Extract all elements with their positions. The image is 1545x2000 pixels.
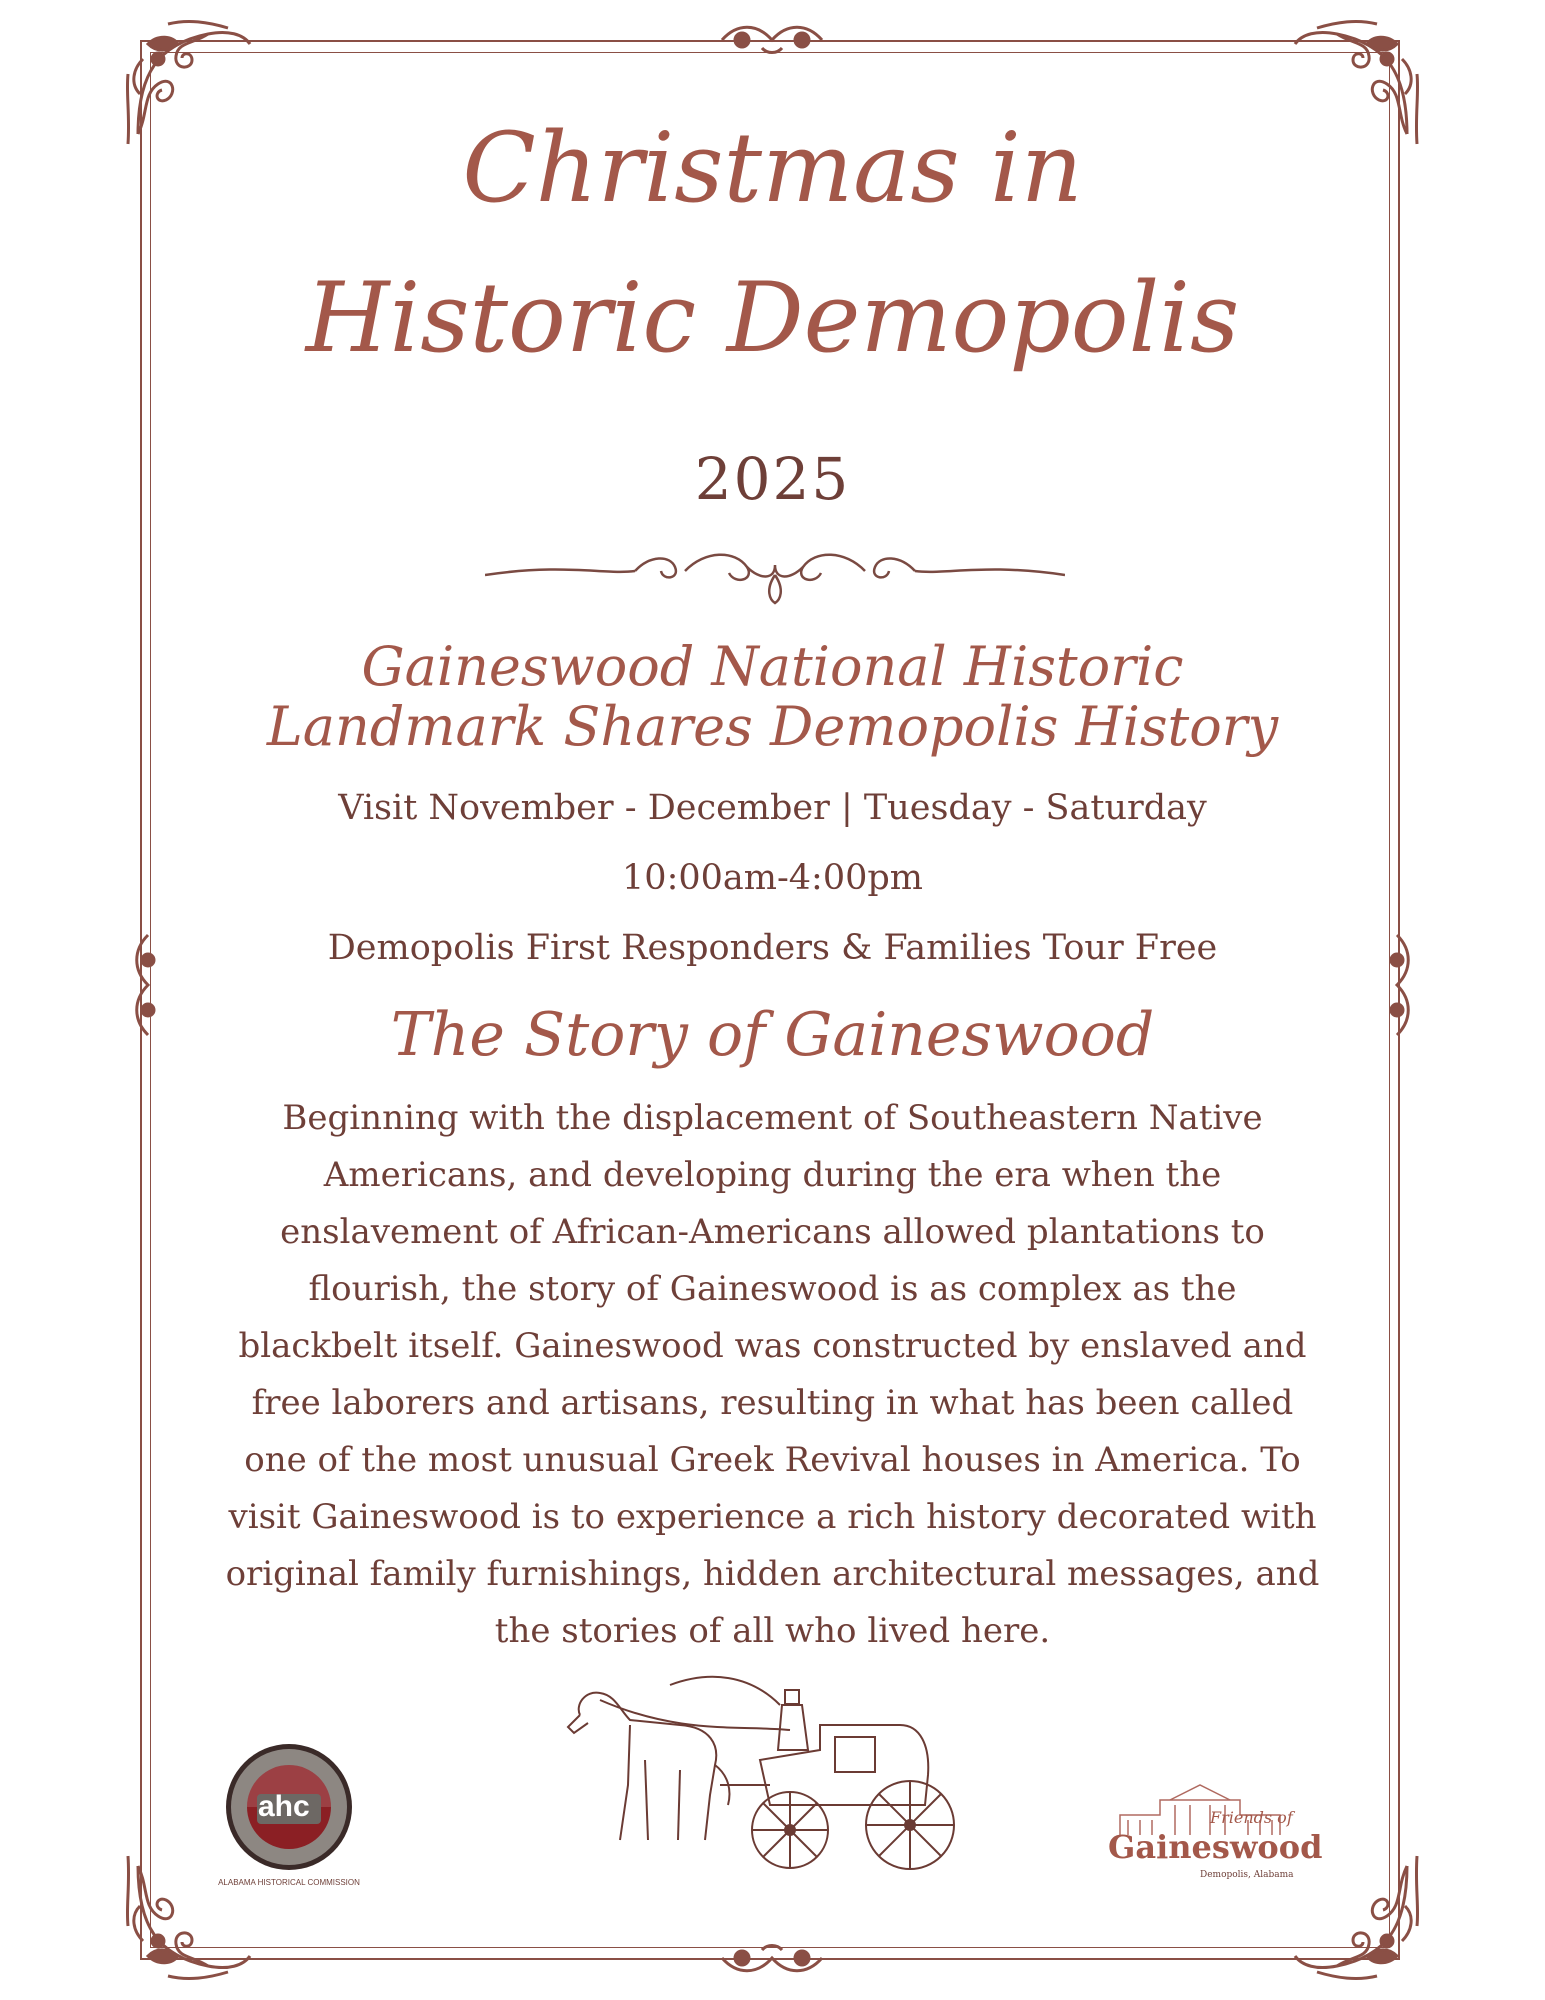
- subtitle-line-2: Landmark Shares Demopolis History: [266, 695, 1279, 758]
- story-line: one of the most unusual Greek Revival houses in America. To: [244, 1440, 1301, 1480]
- page-title-line-1: Christmas in: [462, 112, 1083, 224]
- ahc-logo-text: ahc: [258, 1790, 310, 1823]
- bottom-center-ornament-icon: [712, 1940, 832, 1980]
- scroll-divider-icon: [485, 535, 1065, 605]
- horse-carriage-illustration-icon: [560, 1665, 960, 1875]
- visit-hours: 10:00am-4:00pm: [622, 858, 923, 898]
- event-year: 2025: [694, 445, 851, 513]
- fog-top-text: Friends of: [1210, 1808, 1293, 1827]
- subtitle-line-1: Gaineswood National Historic: [361, 635, 1184, 698]
- fog-name-text: Gaineswood: [1108, 1828, 1323, 1866]
- story-line: flourish, the story of Gaineswood is as complex as the: [308, 1269, 1237, 1309]
- top-center-ornament-icon: [712, 18, 832, 58]
- story-line: enslavement of African-Americans allowed plantations to: [280, 1212, 1265, 1252]
- story-line: original family furnishings, hidden architectural messages, and: [225, 1554, 1320, 1594]
- story-paragraph: [220, 1090, 1325, 1660]
- page-title-line-2: Historic Demopolis: [305, 262, 1240, 374]
- story-heading: The Story of Gaineswood: [390, 1000, 1155, 1070]
- fog-place-text: Demopolis, Alabama: [1200, 1870, 1294, 1880]
- story-line: Beginning with the displacement of Southeastern Native: [282, 1098, 1263, 1138]
- story-line: visit Gaineswood is to experience a rich history decorated with: [228, 1497, 1317, 1537]
- story-line: the stories of all who lived here.: [494, 1611, 1051, 1651]
- story-line: free laborers and artisans, resulting in what has been called: [251, 1383, 1294, 1423]
- story-line: blackbelt itself. Gaineswood was constructed by enslaved and: [238, 1326, 1307, 1366]
- story-line: Americans, and developing during the era when the: [323, 1155, 1222, 1195]
- visit-dates: Visit November - December | Tuesday - Saturday: [338, 788, 1207, 828]
- free-tour-note: Demopolis First Responders & Families Tour Free: [327, 928, 1218, 968]
- corner-flourish-icon: [1287, 1846, 1427, 1986]
- ahc-logo-ring-text: ALABAMA HISTORICAL COMMISSION: [218, 1878, 360, 1887]
